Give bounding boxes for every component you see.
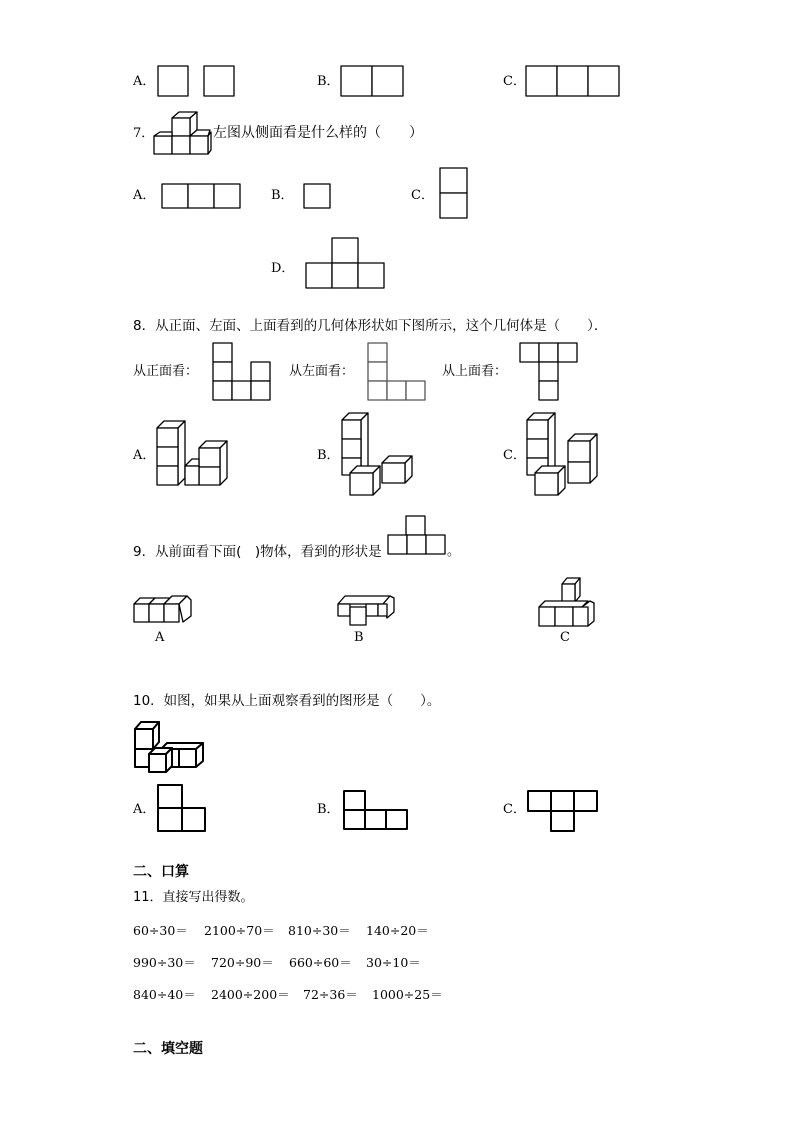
q8-left-view-figure [366, 341, 428, 403]
q6-option-a-label: A． [133, 74, 156, 89]
q8-stem: 8．从正面、左面、上面看到的几何体形状如下图所示，这个几何体是（ ）． [133, 318, 608, 334]
q9-option-b-figure [335, 590, 401, 628]
calc-3-1: 840÷40＝ [133, 987, 196, 1002]
q8-front-label: 从正面看： [133, 364, 199, 379]
q11-stem: 11．直接写出得数。 [133, 890, 254, 905]
q8-option-b-figure [338, 410, 418, 500]
q8-option-a-label: A． [133, 448, 156, 463]
q8-front-view-figure [211, 341, 273, 403]
q7-option-a-label: A． [133, 188, 156, 203]
calc-1-4: 140÷20＝ [366, 923, 429, 938]
q10-option-b-label: B． [317, 802, 340, 817]
q9-target-shape-figure [386, 514, 448, 558]
q10-option-c-label: C． [503, 802, 526, 817]
q7-option-b-label: B． [271, 188, 294, 203]
q9-option-b-label: B [354, 630, 364, 645]
q6-option-c-label: C． [503, 74, 526, 89]
q6-option-b-figure [339, 64, 405, 98]
q10-option-b-figure [342, 789, 412, 833]
q9-option-c-figure [536, 576, 602, 630]
q6-option-b-label: B． [317, 74, 340, 89]
q7-option-a-figure [160, 182, 244, 210]
q7-option-d-label: D． [271, 261, 295, 276]
q10-option-a-label: A． [133, 802, 156, 817]
section-fill-heading: 二、填空题 [133, 1041, 203, 1057]
q6-option-a-figure [156, 64, 238, 98]
q7-stem: 左图从侧面看是什么样的（ ） [213, 125, 423, 141]
q8-option-c-figure [524, 410, 602, 500]
q7-option-c-figure [438, 166, 470, 222]
calc-1-2: 2100÷70＝ [204, 923, 275, 938]
q6-option-c-figure [524, 64, 621, 98]
calc-1-1: 60÷30＝ [133, 923, 188, 938]
q8-top-label: 从上面看： [442, 364, 508, 379]
q9-option-a-label: A [155, 630, 165, 645]
q8-option-a-figure [155, 418, 233, 494]
calc-3-4: 1000÷25＝ [372, 987, 443, 1002]
q10-option-a-figure [156, 783, 210, 835]
calc-3-2: 2400÷200＝ [211, 987, 290, 1002]
q8-option-b-label: B． [317, 448, 340, 463]
calc-2-2: 720÷90＝ [211, 955, 274, 970]
q7-number: 7． [133, 126, 155, 141]
q9-option-a-figure [131, 592, 197, 626]
calc-2-4: 30÷10＝ [366, 955, 421, 970]
calc-3-3: 72÷36＝ [303, 987, 358, 1002]
q10-option-c-figure [526, 789, 602, 835]
calc-2-1: 990÷30＝ [133, 955, 196, 970]
q7-option-c-label: C． [411, 188, 434, 203]
q7-option-d-figure [304, 236, 388, 292]
section-oral-heading: 二、口算 [133, 864, 189, 880]
q8-top-view-figure [518, 341, 580, 403]
q9-stem-end: 。 [447, 544, 461, 559]
q10-stem: 10．如图，如果从上面观察看到的图形是（ ）。 [133, 693, 441, 709]
q7-option-b-figure [302, 182, 332, 210]
q8-left-label: 从左面看： [289, 364, 355, 379]
q7-cube-figure [152, 110, 214, 156]
q9-stem: 9．从前面看下面( )物体，看到的形状是 [133, 544, 382, 560]
q10-cube-figure [132, 718, 208, 774]
q8-option-c-label: C． [503, 448, 526, 463]
q9-option-c-label: C [560, 630, 570, 645]
calc-1-3: 810÷30＝ [288, 923, 351, 938]
calc-2-3: 660÷60＝ [289, 955, 352, 970]
